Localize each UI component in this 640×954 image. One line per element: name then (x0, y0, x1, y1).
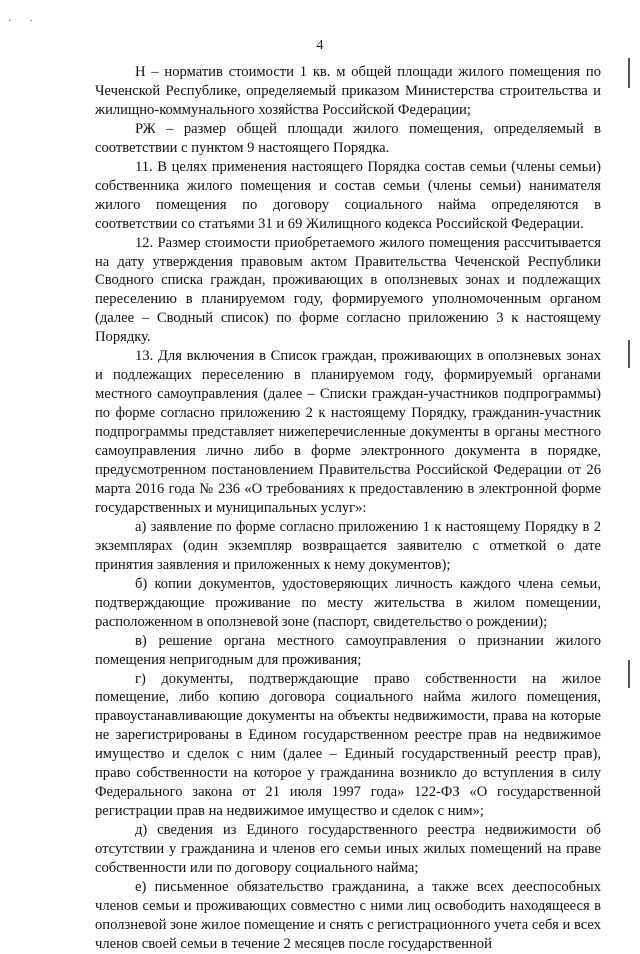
list-item-g: г) документы, подтверждающие право собственности на жилое помещение, либо копию договора социального найма жилого помещения, правоустанавливающие документы на объекты недвижимости, права на которые не зарегистрированы в Едином государственном реестре прав на недвижимое имущество и сделок с ним (далее – Единый государственный реестр прав), право собственности на которое у гражданина возникло до вступления в силу Федерального закона от 21 июля 1997 года» 122-ФЗ «О государственной регистрации прав на недвижимое имущество и сделок с ним»; (95, 670, 601, 820)
list-item-v: в) решение органа местного самоуправления о признании жилого помещения непригодным для проживания; (95, 632, 601, 668)
scan-edge-mark (628, 340, 630, 368)
paragraph-11: 11. В целях применения настоящего Порядка состав семьи (члены семьи) собственника жилого помещения и состав семьи (члены семьи) нанимателя жилого помещения по договору социального найма определяются в соответствии со статьями 31 и 69 Жилищного кодекса Российской Федерации. (95, 158, 601, 232)
list-item-a: а) заявление по форме согласно приложению 1 к настоящему Порядку в 2 экземплярах (один экземпляр возвращается заявителю с отметкой о дате принятия заявления и приложенных к нему документов); (95, 518, 601, 573)
paragraph-norm-cost: Н – норматив стоимости 1 кв. м общей площади жилого помещения по Чеченской Республике, определяемый приказом Министерства строительства и жилищно-коммунального хозяйства Российской Федерации; (95, 64, 601, 118)
scan-specks: ·· (8, 16, 51, 27)
list-item-b: б) копии документов, удостоверяющих личность каждого члена семьи, подтверждающие проживание по месту жительства в жилом помещении, расположенном в оползневой зоне (паспорт, свидетельство о рождении); (95, 575, 601, 630)
document-body (95, 63, 601, 954)
paragraph-12: 12. Размер стоимости приобретаемого жилого помещения рассчитывается на дату утверждения правовым актом Правительства Чеченской Республики Сводного списка граждан, проживающих в оползневых зонах и подлежащих переселению в планируемом году, формируемого уполномоченным органом (далее – Сводный список) по форме согласно приложению 3 к настоящему Порядку. (95, 234, 601, 346)
paragraph-13: 13. Для включения в Список граждан, проживающих в оползневых зонах и подлежащих переселению в планируемом году, формируемый органами местного самоуправления (далее – Списки граждан-участников подпрограммы) по форме согласно приложению 2 к настоящему Порядку, гражданин-участник подпрограммы представляет нижеперечисленные документы в органы местного самоуправления лично либо в форме электронного документа в порядке, предусмотренном постановлением Правительства Российской Федерации от 26 марта 2016 года № 236 «О требованиях к предоставлению в электронной форме государственных и муниципальных услуг»: (95, 348, 601, 516)
list-item-d: д) сведения из Единого государственного реестра недвижимости об отсутствии у гражданина и членов его семьи иных жилых помещений на праве собственности или по договору социального найма; (95, 822, 601, 877)
list-item-e: е) письменное обязательство гражданина, а также всех дееспособных членов семьи и проживающих совместно с ними лиц освободить находящееся в оползневой зоне жилое помещение и снять с регистрационного учета себя и всех членов своей семьи в течение 2 месяцев после государственной (95, 878, 601, 952)
paragraph-area-size: РЖ – размер общей площади жилого помещения, определяемый в соответствии с пунктом 9 настоящего Порядка. (95, 120, 601, 156)
scan-edge-mark (628, 660, 630, 688)
page-number: 4 (316, 38, 324, 53)
scan-edge-mark (628, 58, 630, 88)
